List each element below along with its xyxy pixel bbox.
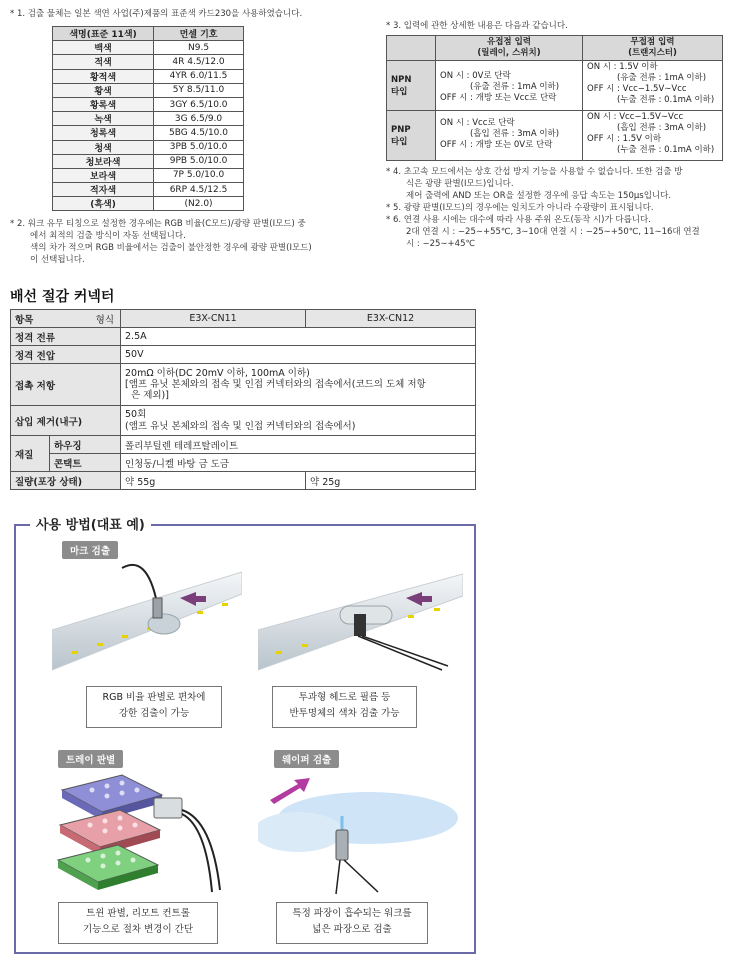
munsell-code: 4YR 6.0/11.5: [154, 69, 244, 83]
note-2-line: 에서 최적의 검출 방식이 자동 선택됩니다.: [30, 231, 186, 241]
note-line: * 4. 초고속 모드에서는 상호 간섭 방지 기능을 사용할 수 없습니다. 또한 검출 방: [386, 167, 683, 177]
tag-tray-discrimination: 트레이 판별: [58, 750, 123, 768]
color-name: 적색: [53, 55, 154, 69]
color-table-row: [53, 140, 244, 154]
color-name: 청색: [53, 140, 154, 154]
contact-resistance-line: 은 제외)]: [131, 390, 169, 401]
noncontact-header-line1: 무접점 입력: [630, 37, 675, 47]
color-table-row: [53, 154, 244, 168]
housing-value: 폴리부틸렌 테레프탈레이트: [121, 436, 476, 454]
note-2: [10, 218, 360, 266]
munsell-code: (N2.0): [154, 197, 244, 211]
npn-contact-line: (유출 전류 : 1mA 이하): [470, 82, 560, 92]
color-table-row: [53, 183, 244, 197]
color-table-row: [53, 97, 244, 111]
pnp-label-line2: 타입: [391, 136, 408, 147]
color-table-header-munsell: 먼셀 기호: [154, 27, 244, 41]
caption-wafer: [276, 902, 428, 944]
munsell-code: N9.5: [154, 41, 244, 55]
munsell-code: 5Y 8.5/11.0: [154, 83, 244, 97]
mark-detection-illustration: [52, 558, 242, 678]
color-table-row: [53, 112, 244, 126]
npn-label-line2: 타입: [391, 86, 408, 97]
header-type: 형식: [95, 314, 114, 326]
pnp-contact: [436, 111, 583, 161]
caption-mark-detection: [86, 686, 222, 728]
color-name: 녹색: [53, 112, 154, 126]
note-line: * 6. 연결 사용 시에는 대수에 따라 사용 주위 온도(동작 시)가 다릅니다.: [386, 215, 651, 225]
contact-material-value: 인청동/니켈 바탕 금 도금: [121, 454, 476, 472]
contact-resistance-line: 20mΩ 이하(DC 20mV 이하, 100mA 이하): [125, 368, 310, 379]
color-name: 황적색: [53, 69, 154, 83]
color-table: [52, 26, 244, 211]
caption-line: 기능으로 절차 변경이 간단: [82, 924, 193, 935]
note-line: 제어 출력에 AND 또는 OR을 설정한 경우에 응답 속도는 150μs입니다.: [406, 191, 672, 201]
caption-line: 투과형 헤드로 필름 등: [298, 692, 391, 703]
tag-mark-detection: 마크 검출: [62, 541, 118, 559]
npn-contact: [436, 61, 583, 111]
npn-label: [387, 61, 436, 111]
contact-header-line2: (릴레이, 스위치): [477, 48, 541, 58]
npn-contact-line: OFF 시 : 개방 또는 Vcc로 단락: [440, 93, 557, 103]
note-2-line: 색의 차가 적으며 RGB 비율에서는 검출이 불안정한 경우에 광량 판별(I모드): [30, 243, 312, 253]
munsell-code: 9PB 5.0/10.0: [154, 154, 244, 168]
caption-line: RGB 비율 판별로 편차에: [102, 692, 206, 703]
contact-material-label: 콘택트: [50, 454, 121, 472]
munsell-code: 3GY 6.5/10.0: [154, 97, 244, 111]
npn-contact-line: ON 시 : 0V로 단락: [440, 71, 511, 81]
munsell-code: 3PB 5.0/10.0: [154, 140, 244, 154]
color-name: (흑색): [53, 197, 154, 211]
pnp-noncontact-line: ON 시 : Vcc−1.5V∼Vcc: [587, 112, 684, 122]
pnp-label-line1: PNP: [391, 124, 411, 135]
munsell-code: 5BG 4.5/10.0: [154, 126, 244, 140]
weight-cn12: 약 25g: [306, 472, 476, 490]
color-table-row: [53, 168, 244, 182]
npn-label-line1: NPN: [391, 74, 412, 85]
pnp-noncontact-line: (흡입 전류 : 3mA 이하): [617, 123, 707, 133]
weight-label: 질량(포장 상태): [11, 472, 121, 490]
usage-title: 사용 방법(대표 예): [30, 514, 151, 533]
note-line: * 5. 광량 판별(I모드)의 경우에는 일치도가 아니라 수광량이 표시됩니다.: [386, 203, 654, 213]
pnp-contact-line: OFF 시 : 개방 또는 0V로 단락: [440, 140, 553, 150]
caption-transmissive: [272, 686, 417, 728]
color-name: 보라색: [53, 168, 154, 182]
insertion-label: 삽입 제거(내구): [11, 406, 121, 436]
connector-header-corner: [11, 310, 121, 328]
caption-line: 넓은 파장으로 검출: [312, 924, 392, 935]
contact-resistance-label: 접촉 저항: [11, 364, 121, 406]
connector-section-title: 배선 절감 커넥터: [10, 289, 115, 305]
pnp-label: [387, 111, 436, 161]
pnp-contact-line: (흡입 전류 : 3mA 이하): [470, 129, 560, 139]
model-cn12: E3X-CN12: [306, 310, 476, 328]
tray-illustration: [52, 770, 242, 900]
input-table-noncontact-header: [583, 36, 723, 61]
color-table-row: [53, 41, 244, 55]
munsell-code: 4R 4.5/12.0: [154, 55, 244, 69]
color-table-header-name: 색명(표준 11색): [53, 27, 154, 41]
model-cn11: E3X-CN11: [121, 310, 306, 328]
input-table: [386, 35, 723, 161]
input-table-contact-header: [436, 36, 583, 61]
housing-label: 하우징: [50, 436, 121, 454]
npn-noncontact-line: (누출 전류 : 0.1mA 이하): [617, 95, 715, 105]
usage-frame-accent: [16, 524, 30, 526]
rated-current-label: 정격 전류: [11, 328, 121, 346]
caption-line: 강한 검출이 가능: [118, 708, 190, 719]
color-name: 황색: [53, 83, 154, 97]
note-line: 시 : −25∼+45℃: [406, 239, 476, 249]
insertion-line: (앰프 유닛 본체와의 접속 및 인접 커넥터와의 접속에서): [125, 420, 356, 432]
weight-cn11: 약 55g: [121, 472, 306, 490]
notes-right: [386, 166, 726, 250]
pnp-contact-line: ON 시 : Vcc로 단락: [440, 118, 515, 128]
color-table-row: [53, 55, 244, 69]
munsell-code: 6RP 4.5/12.5: [154, 183, 244, 197]
tag-wafer-detection: 웨이퍼 검출: [274, 750, 339, 768]
caption-tray: [58, 902, 218, 944]
color-table-row: [53, 126, 244, 140]
rated-voltage-label: 정격 전압: [11, 346, 121, 364]
pnp-noncontact-line: (누출 전류 : 0.1mA 이하): [617, 145, 715, 155]
npn-noncontact: [583, 61, 723, 111]
color-name: 청록색: [53, 126, 154, 140]
npn-noncontact-line: OFF 시 : Vcc−1.5V∼Vcc: [587, 84, 687, 94]
insertion-line: 50회: [125, 408, 147, 420]
color-name: 황록색: [53, 97, 154, 111]
header-item: 항목: [15, 314, 34, 326]
color-name: 백색: [53, 41, 154, 55]
color-table-row: [53, 69, 244, 83]
pnp-noncontact: [583, 111, 723, 161]
insertion-value: [121, 406, 476, 436]
rated-current-value: 2.5A: [121, 328, 476, 346]
transmissive-illustration: [258, 558, 463, 678]
note-line: 식은 광량 판별(I모드)입니다.: [406, 179, 514, 189]
note-2-line: * 2. 워크 유무 티칭으로 설정한 경우에는 RGB 비율(C모드)/광량 판별(I모드) 중: [10, 219, 306, 229]
contact-resistance-value: [121, 364, 476, 406]
npn-noncontact-line: (유출 전류 : 1mA 이하): [617, 73, 707, 83]
color-table-row: [53, 197, 244, 211]
caption-line: 반투명체의 색차 검출 가능: [289, 708, 400, 719]
noncontact-header-line2: (트랜지스터): [628, 48, 677, 58]
munsell-code: 3G 6.5/9.0: [154, 112, 244, 126]
caption-line: 특정 파장이 흡수되는 워크를: [292, 908, 412, 919]
input-table-corner: [387, 36, 436, 61]
wafer-illustration: [258, 770, 463, 900]
note-line: 2대 연결 시 : −25∼+55℃, 3∼10대 연결 시 : −25∼+50℃, 11∼16대 연결: [406, 227, 700, 237]
note-3: * 3. 입력에 관한 상세한 내용은 다음과 같습니다.: [386, 21, 568, 31]
contact-resistance-line: [앰프 유닛 본체와의 접속 및 인접 커넥터와의 접속에서(코드의 도체 저항: [125, 379, 426, 390]
color-name: 청보라색: [53, 154, 154, 168]
contact-header-line1: 유접점 입력: [486, 37, 531, 47]
connector-table: [10, 309, 476, 490]
color-name: 적자색: [53, 183, 154, 197]
munsell-code: 7P 5.0/10.0: [154, 168, 244, 182]
color-table-row: [53, 83, 244, 97]
note-2-line: 이 선택됩니다.: [30, 255, 85, 265]
pnp-noncontact-line: OFF 시 : 1.5V 이하: [587, 134, 662, 144]
rated-voltage-value: 50V: [121, 346, 476, 364]
note-1: * 1. 검출 물체는 일본 색연 사업(주)제품의 표준색 카드230을 사용하였습니다.: [10, 9, 303, 19]
caption-line: 트윈 판별, 리모트 컨트롤: [86, 908, 190, 919]
npn-noncontact-line: ON 시 : 1.5V 이하: [587, 62, 658, 72]
material-label: 재질: [11, 436, 50, 472]
